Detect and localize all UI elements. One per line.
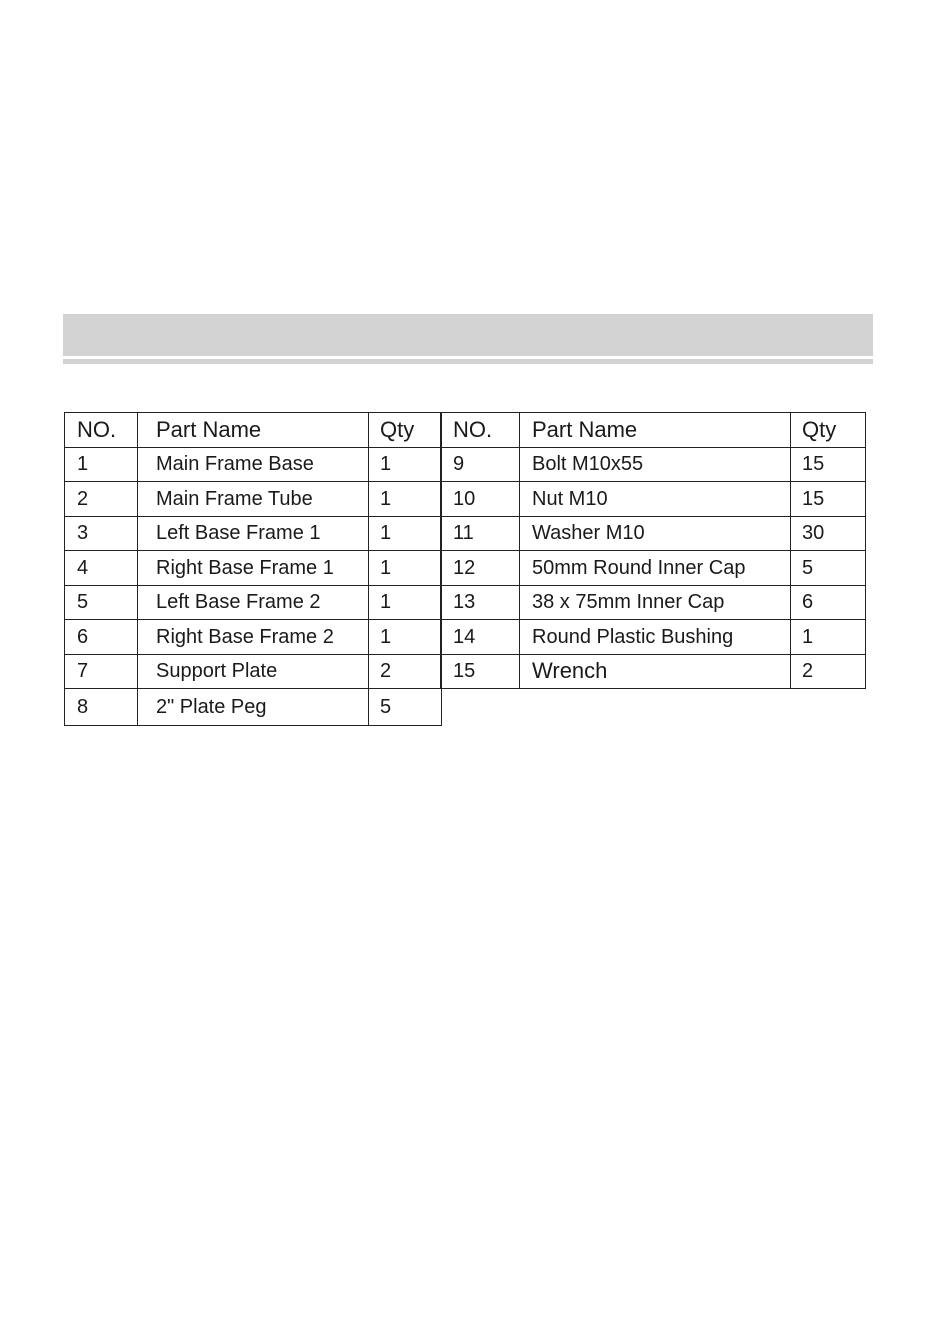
cell-no: 10 [441, 482, 520, 517]
cell-no: 6 [65, 620, 138, 655]
cell-qty: 1 [369, 551, 442, 586]
cell-no: 7 [65, 654, 138, 689]
cell-qty: 5 [791, 551, 866, 586]
section-header-rule [63, 359, 873, 364]
cell-no: 8 [65, 689, 138, 726]
table-row [65, 551, 442, 586]
cell-qty: 1 [791, 620, 866, 655]
cell-part-name: Washer M10 [520, 516, 791, 551]
header-part-name: Part Name [138, 413, 369, 448]
cell-no: 14 [441, 620, 520, 655]
table-header-row [65, 413, 442, 448]
table-row [65, 516, 442, 551]
cell-qty: 1 [369, 585, 442, 620]
parts-table-left [64, 412, 442, 726]
table-row [441, 654, 866, 689]
table-row [441, 516, 866, 551]
cell-part-name: Support Plate [138, 654, 369, 689]
table-row [441, 620, 866, 655]
table-row [65, 482, 442, 517]
cell-part-name: Right Base Frame 1 [138, 551, 369, 586]
cell-qty: 2 [369, 654, 442, 689]
cell-part-name: 50mm Round Inner Cap [520, 551, 791, 586]
cell-part-name: Left Base Frame 2 [138, 585, 369, 620]
table-row [65, 585, 442, 620]
cell-no: 11 [441, 516, 520, 551]
cell-qty: 1 [369, 516, 442, 551]
cell-qty: 1 [369, 620, 442, 655]
table-row [441, 482, 866, 517]
cell-part-name: 38 x 75mm Inner Cap [520, 585, 791, 620]
cell-qty: 1 [369, 482, 442, 517]
table-row [65, 654, 442, 689]
header-no: NO. [65, 413, 138, 448]
cell-no: 1 [65, 447, 138, 482]
table-row [65, 620, 442, 655]
header-no: NO. [441, 413, 520, 448]
cell-part-name: 2" Plate Peg [138, 689, 369, 726]
table-row [441, 585, 866, 620]
cell-no: 9 [441, 447, 520, 482]
cell-part-name: Main Frame Tube [138, 482, 369, 517]
cell-part-name: Nut M10 [520, 482, 791, 517]
header-part-name: Part Name [520, 413, 791, 448]
parts-table-right [440, 412, 866, 689]
cell-part-name: Bolt M10x55 [520, 447, 791, 482]
header-qty: Qty [791, 413, 866, 448]
cell-no: 15 [441, 654, 520, 689]
cell-part-name: Right Base Frame 2 [138, 620, 369, 655]
cell-qty: 1 [369, 447, 442, 482]
cell-qty: 15 [791, 447, 866, 482]
cell-part-name: Left Base Frame 1 [138, 516, 369, 551]
cell-qty: 5 [369, 689, 442, 726]
cell-no: 2 [65, 482, 138, 517]
table-row [441, 551, 866, 586]
section-header-band [63, 314, 873, 356]
cell-no: 4 [65, 551, 138, 586]
cell-qty: 30 [791, 516, 866, 551]
cell-part-name: Round Plastic Bushing [520, 620, 791, 655]
table-row [65, 447, 442, 482]
cell-qty: 15 [791, 482, 866, 517]
cell-no: 3 [65, 516, 138, 551]
cell-no: 5 [65, 585, 138, 620]
cell-part-name: Main Frame Base [138, 447, 369, 482]
header-qty: Qty [369, 413, 442, 448]
cell-qty: 2 [791, 654, 866, 689]
cell-no: 12 [441, 551, 520, 586]
table-row [65, 689, 442, 726]
cell-no: 13 [441, 585, 520, 620]
table-row [441, 447, 866, 482]
cell-part-name: Wrench [520, 654, 791, 689]
table-header-row [441, 413, 866, 448]
cell-qty: 6 [791, 585, 866, 620]
